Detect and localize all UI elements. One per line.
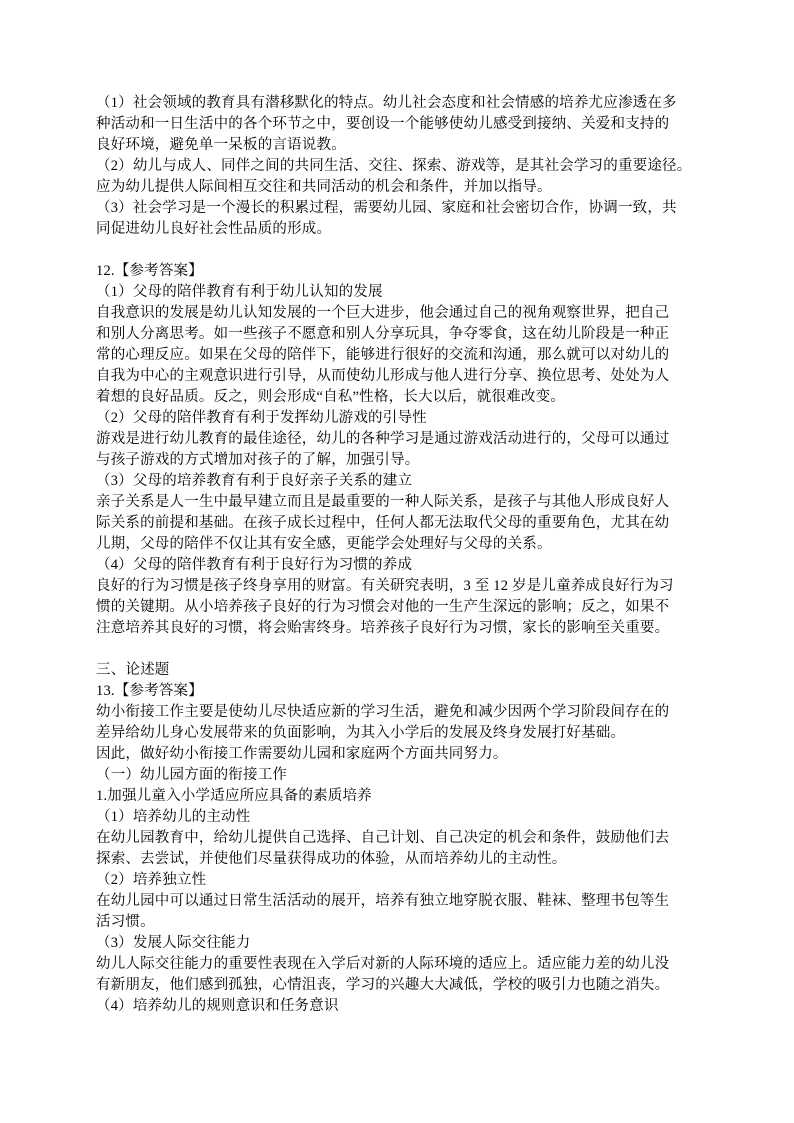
sub-point-heading: （2）父母的陪伴教育有利于发挥幼儿游戏的引导性 [96,410,427,426]
text-line: 幼小衔接工作主要是使幼儿尽快适应新的学习生活，避免和减少因两个学习阶段间存在的 [96,704,670,720]
sub-point-heading: （4）父母的陪伴教育有利于良好行为习惯的养成 [96,557,413,573]
text-line: 同促进幼儿良好社会性品质的形成。 [96,221,332,237]
answer-label-12: 12.【参考答案】 [96,263,203,279]
text-line: 良好环境，避免单一呆板的言语说教。 [96,137,346,153]
text-line: 亲子关系是人一生中最早建立而且是最重要的一种人际关系，是孩子与其他人形成良好人 [96,494,670,510]
text-line: 注意培养其良好的习惯，将会贻害终身。培养孩子良好行为习惯，家长的影响至关重要。 [96,620,670,636]
text-line: 探索、去尝试，并使他们尽量获得成功的体验，从而培养幼儿的主动性。 [96,851,567,867]
numbered-heading: 1.加强儿童入小学适应所应具备的素质培养 [96,788,372,804]
blank-line [96,639,794,660]
text-line: 活习惯。 [96,914,155,930]
sub-point-heading: （4）培养幼儿的规则意识和任务意识 [96,998,339,1014]
text-line: 自我为中心的主观意识进行引导，从而使幼儿形成与他人进行分享、换位思考、处处为人 [96,368,670,384]
text-line: 和别人分离思考。如一些孩子不愿意和别人分享玩具，争夺零食，这在幼儿阶段是一种正 [96,326,670,342]
sub-point-heading: （3）发展人际交往能力 [96,935,251,951]
text-line: 因此，做好幼小衔接工作需要幼儿园和家庭两个方面共同努力。 [96,746,508,762]
sub-point-heading: （2）培养独立性 [96,872,207,888]
text-line: 良好的行为习惯是孩子终身享用的财富。有关研究表明，3 至 12 岁是儿童养成良好行为习 [96,578,674,594]
text-line: 惯的关键期。从小培养孩子良好的行为习惯会对他的一生产生深远的影响；反之，如果不 [96,599,670,615]
sub-point-heading: （1）父母的陪伴教育有利于幼儿认知的发展 [96,284,383,300]
text-line: 着想的良好品质。反之，则会形成“自私”性格，长大以后，就很难改变。 [96,389,565,405]
blank-line [96,240,794,261]
text-line: 际关系的前提和基础。在孩子成长过程中，任何人都无法取代父母的重要角色，尤其在幼 [96,515,670,531]
sub-point-heading: （3）父母的培养教育有利于良好亲子关系的建立 [96,473,413,489]
text-line: 有新朋友，他们感到孤独，心情沮丧，学习的兴趣大大减低，学校的吸引力也随之消失。 [96,977,670,993]
section-heading: 三、论述题 [96,662,170,678]
text-line: 差异给幼儿身心发展带来的负面影响，为其入小学后的发展及终身发展打好基础。 [96,725,626,741]
answer-label-13: 13.【参考答案】 [96,683,203,699]
text-line: （1）社会领域的教育具有潜移默化的特点。幼儿社会态度和社会情感的培养尤应渗透在多 [96,95,677,111]
text-line: 应为幼儿提供人际间相互交往和共同活动的机会和条件，并加以指导。 [96,179,552,195]
text-line: 儿期，父母的陪伴不仅让其有安全感，更能学会处理好与父母的关系。 [96,536,552,552]
sub-section-heading: （一）幼儿园方面的衔接工作 [96,767,288,783]
text-line: 自我意识的发展是幼儿认知发展的一个巨大进步，他会通过自己的视角观察世界，把自己 [96,305,670,321]
text-line: 常的心理反应。如果在父母的陪伴下，能够进行很好的交流和沟通，那么就可以对幼儿的 [96,347,670,363]
text-line: （2）幼儿与成人、同伴之间的共同生活、交往、探索、游戏等，是其社会学习的重要途径。 [96,158,692,174]
text-line: 与孩子游戏的方式增加对孩子的了解，加强引导。 [96,452,420,468]
text-line: 种活动和一日生活中的各个环节之中，要创设一个能够使幼儿感受到接纳、关爱和支持的 [96,116,670,132]
sub-point-heading: （1）培养幼儿的主动性 [96,809,251,825]
text-line: 幼儿人际交往能力的重要性表现在入学后对新的人际环境的适应上。适应能力差的幼儿没 [96,956,670,972]
text-line: 在幼儿园中可以通过日常生活活动的展开，培养有独立地穿脱衣服、鞋袜、整理书包等生 [96,893,670,909]
text-line: 在幼儿园教育中，给幼儿提供自己选择、自己计划、自己决定的机会和条件，鼓励他们去 [96,830,670,846]
text-line: （3）社会学习是一个漫长的积累过程，需要幼儿园、家庭和社会密切合作，协调一致，共 [96,200,677,216]
text-line: 游戏是进行幼儿教育的最佳途径，幼儿的各种学习是通过游戏活动进行的，父母可以通过 [96,431,670,447]
